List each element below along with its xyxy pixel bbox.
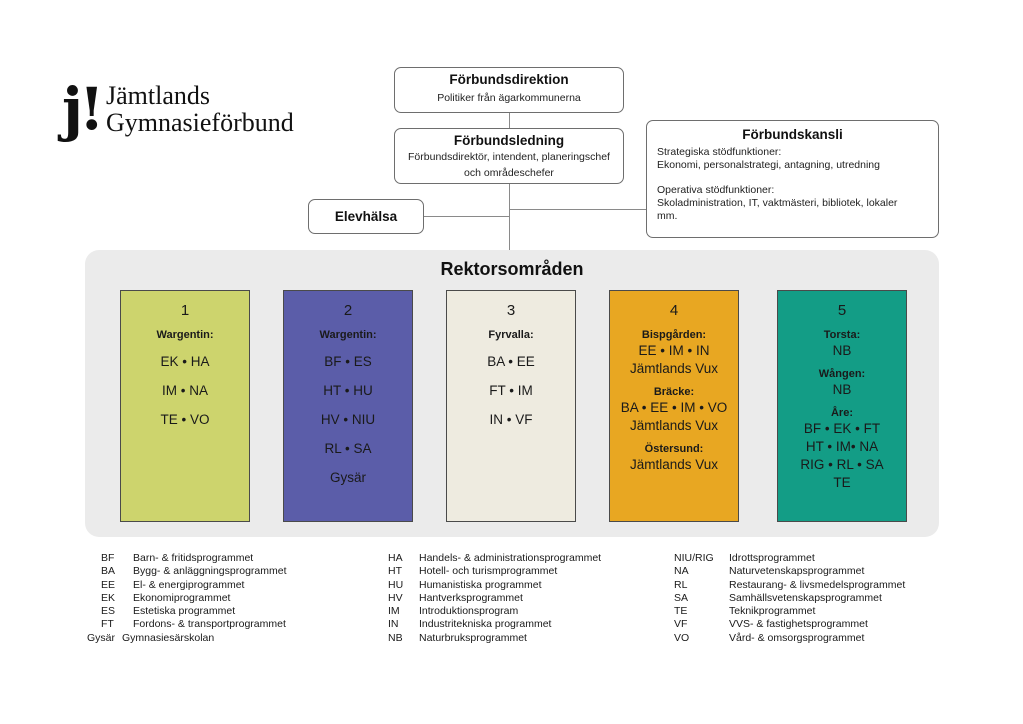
connector-kansli — [510, 209, 646, 210]
program-line: NB — [832, 382, 852, 397]
legend-abbr: TE — [674, 605, 688, 618]
program-line: HT • HU — [323, 383, 373, 398]
rektorsomraden-title: Rektorsområden — [440, 259, 584, 279]
legend-name: Barn- & fritidsprogrammet — [133, 552, 254, 564]
elevhalsa-box — [308, 199, 424, 234]
legend-row — [388, 605, 601, 618]
area-block-ostersund — [610, 443, 738, 474]
forbundsledning-subtitle-line-1: Förbundsdirektör, intendent, planeringschef — [408, 151, 610, 163]
program-line: RIG • RL • SA — [800, 457, 884, 472]
program-line: BF • ES — [324, 354, 372, 369]
legend-name: Naturbruksprogrammet — [419, 631, 527, 644]
program-line: EE • IM • IN — [638, 343, 710, 358]
program-line: TE — [833, 475, 851, 490]
program-line: Jämtlands Vux — [629, 361, 719, 376]
legend-abbr: RL — [674, 578, 688, 591]
area-block-are — [778, 407, 906, 492]
program-line: TE • VO — [160, 412, 210, 427]
connector-elevhalsa — [424, 216, 509, 217]
program-line: IM • NA — [162, 383, 208, 398]
legend-row — [388, 579, 601, 592]
legend-name: Naturvetenskapsprogrammet — [729, 565, 865, 578]
legend-row — [101, 618, 287, 631]
legend-name: Handels- & administrationsprogrammet — [419, 552, 602, 564]
area-location: Bispgården: — [641, 329, 707, 341]
legend-name: Humanistiska programmet — [419, 578, 542, 591]
legend-abbr: Gysär — [87, 631, 116, 644]
legend-row — [674, 565, 905, 578]
program-line: BF • EK • FT — [803, 421, 881, 436]
logo-line-2: Gymnasieförbund — [106, 108, 294, 137]
area-location: Östersund: — [644, 443, 704, 455]
legend-abbr: HV — [388, 591, 403, 604]
legend-row — [101, 579, 287, 592]
area-block-wangen — [778, 368, 906, 399]
area-block-torsta — [778, 329, 906, 360]
legend-abbr: IM — [388, 605, 400, 618]
legend-row — [388, 552, 601, 565]
legend-row — [101, 605, 287, 618]
legend-name: Hotell- och turismprogrammet — [419, 565, 558, 578]
program-line: RL • SA — [324, 441, 372, 456]
legend-name: Samhällsvetenskapsprogrammet — [729, 591, 882, 604]
legend-row — [388, 565, 601, 578]
area-location: Wargentin: — [156, 329, 214, 341]
legend-name: Ekonomiprogrammet — [133, 591, 231, 604]
program-line: HV • NIU — [320, 412, 376, 427]
program-line: BA • EE — [487, 354, 535, 369]
program-line: Jämtlands Vux — [629, 457, 719, 472]
legend-abbr: HT — [388, 565, 402, 578]
area-5 — [777, 290, 907, 522]
area-3 — [446, 290, 576, 522]
legend-name: Industritekniska programmet — [419, 618, 552, 631]
area-block-bispgarden — [610, 329, 738, 378]
legend-column-1 — [87, 552, 287, 645]
legend-row — [674, 605, 905, 618]
legend-abbr: EE — [101, 578, 116, 591]
legend-name: VVS- & fastighetsprogrammet — [729, 618, 868, 631]
logo-line-1: Jämtlands — [106, 81, 210, 110]
operative-items-line-1: Skoladministration, IT, vaktmästeri, bibliotek, lokaler — [657, 197, 898, 209]
program-line: BA • EE • IM • VO — [620, 400, 728, 415]
area-block-bracke — [610, 386, 738, 435]
legend-name: Estetiska programmet — [133, 605, 236, 618]
legend-abbr: HU — [388, 578, 404, 591]
rektorsomraden-panel — [85, 250, 939, 537]
legend-name: Vård- & omsorgsprogrammet — [729, 631, 865, 644]
legend-abbr: EK — [101, 591, 116, 604]
legend-name: Restaurang- & livsmedelsprogrammet — [729, 578, 906, 591]
legend-abbr: VF — [674, 618, 688, 631]
area-location: Wången: — [818, 368, 866, 380]
legend-abbr: NB — [388, 631, 403, 644]
legend-column-3 — [674, 552, 905, 645]
area-4 — [609, 290, 739, 522]
legend-name: Fordons- & transportprogrammet — [133, 618, 286, 631]
legend-abbr: BA — [101, 565, 116, 578]
legend-row — [674, 552, 905, 565]
legend-row — [674, 632, 905, 645]
forbundsledning-subtitle-line-2: och områdeschefer — [464, 167, 554, 179]
forbundskansli-title: Förbundskansli — [742, 127, 843, 142]
legend-name: Gymnasiesärskolan — [122, 631, 215, 644]
logo-mark: j! — [62, 75, 101, 143]
forbundsdirektion-title: Förbundsdirektion — [449, 72, 569, 87]
legend-abbr: FT — [101, 618, 114, 631]
legend-abbr: NIU/RIG — [674, 552, 714, 564]
area-location: Fyrvalla: — [488, 329, 534, 341]
program-line: NB — [832, 343, 852, 358]
legend-abbr: VO — [674, 631, 690, 644]
area-number: 3 — [506, 302, 516, 319]
program-line: Jämtlands Vux — [629, 418, 719, 433]
program-line: FT • IM — [489, 383, 533, 398]
area-number: 1 — [180, 302, 190, 319]
legend-row — [674, 592, 905, 605]
legend-row — [674, 618, 905, 631]
legend-abbr: BF — [101, 552, 115, 564]
logo — [62, 75, 322, 148]
strategic-heading: Strategiska stödfunktioner: — [657, 146, 782, 158]
program-line: EK • HA — [160, 354, 210, 369]
area-1 — [120, 290, 250, 522]
legend-row — [388, 632, 601, 645]
area-number: 2 — [343, 302, 353, 319]
legend-abbr: ES — [101, 605, 116, 618]
legend-row — [101, 565, 287, 578]
forbundskansli-box — [646, 120, 939, 238]
area-location: Wargentin: — [319, 329, 377, 341]
program-line: IN • VF — [489, 412, 533, 427]
legend-abbr: NA — [674, 565, 689, 578]
legend-row — [87, 632, 287, 645]
legend-row — [101, 592, 287, 605]
area-location: Åre: — [830, 407, 853, 419]
legend-name: Bygg- & anläggningsprogrammet — [133, 565, 287, 578]
forbundsledning-title: Förbundsledning — [453, 133, 565, 148]
area-location: Bräcke: — [653, 386, 695, 398]
legend-row — [674, 579, 905, 592]
area-number: 4 — [669, 302, 679, 319]
area-2 — [283, 290, 413, 522]
connector-direktion-ledning — [509, 113, 510, 128]
legend-abbr: IN — [388, 618, 399, 631]
area-location: Torsta: — [823, 329, 861, 341]
legend-row — [101, 552, 287, 565]
logo-wordmark — [106, 82, 294, 136]
legend-name: Idrottsprogrammet — [729, 552, 815, 564]
operative-items-line-2: mm. — [657, 210, 678, 222]
legend-name: Teknikprogrammet — [729, 605, 816, 618]
legend-name: El- & energiprogrammet — [133, 578, 245, 591]
program-line: Gysär — [329, 470, 366, 485]
legend-name: Hantverksprogrammet — [419, 591, 523, 604]
legend-row — [388, 618, 601, 631]
program-line: HT • IM• NA — [805, 439, 879, 454]
legend-name: Introduktionsprogram — [419, 605, 519, 618]
legend-abbr: HA — [388, 552, 403, 564]
legend-abbr: SA — [674, 591, 689, 604]
legend-row — [388, 592, 601, 605]
legend-column-2 — [388, 552, 601, 645]
elevhalsa-title: Elevhälsa — [334, 209, 398, 224]
forbundsledning-box — [394, 128, 624, 184]
connector-ledning-panel — [509, 184, 510, 250]
strategic-items: Ekonomi, personalstrategi, antagning, utredning — [657, 159, 880, 171]
area-number: 5 — [837, 302, 847, 319]
forbundsdirektion-box — [394, 67, 624, 113]
forbundsdirektion-subtitle: Politiker från ägarkommunerna — [437, 92, 581, 104]
operative-heading: Operativa stödfunktioner: — [657, 184, 775, 196]
